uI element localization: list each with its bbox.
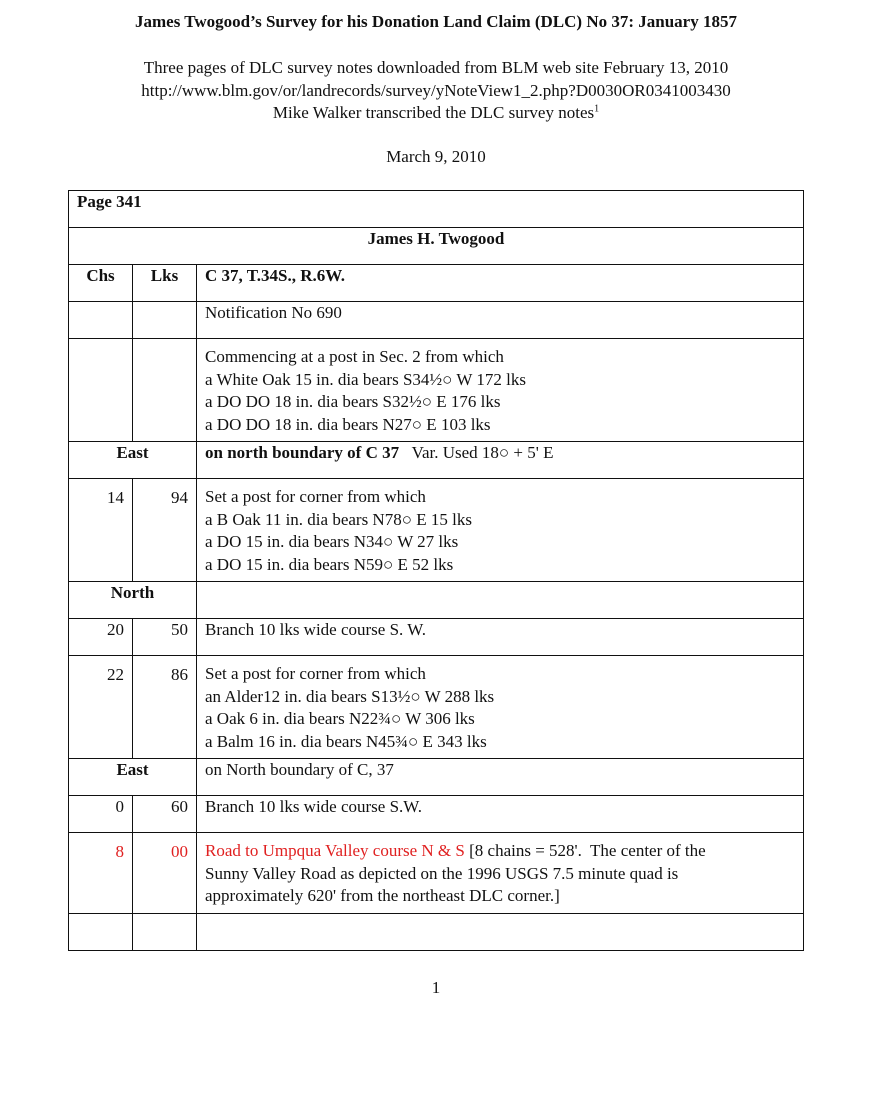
document-date: March 9, 2010 [386, 147, 486, 166]
direction-cell: North [69, 582, 197, 619]
note-line: a White Oak 15 in. dia bears S34½○ W 172 lks [205, 369, 526, 389]
note-line [205, 840, 795, 863]
lks-cell [133, 914, 197, 951]
survey-notes-table [68, 190, 804, 951]
intro-line-1: Three pages of DLC survey notes downloaded from BLM web site February 13, 2010 [143, 58, 729, 77]
road-note-red: Road to Umpqua Valley course N & S [205, 841, 465, 860]
lks-cell: 86 [133, 656, 197, 759]
road-note-text: [8 chains = 528'. The center of the [464, 841, 706, 860]
chs-cell: 0 [69, 796, 133, 833]
direction-cell: East [69, 442, 197, 479]
table-row [69, 339, 804, 442]
note-line: Set a post for corner from which [205, 487, 426, 506]
note-line: Sunny Valley Road as depicted on the 1996 USGS 7.5 minute quad is [205, 863, 679, 883]
lks-cell: 94 [133, 479, 197, 582]
table-row [69, 442, 804, 479]
chs-cell: 14 [69, 479, 133, 582]
note-line: a DO DO 18 in. dia bears N27○ E 103 lks [205, 414, 491, 434]
chs-cell: 8 [69, 833, 133, 914]
variation-note: Var. Used 18○ + 5' E [399, 443, 554, 462]
claimant-name: James H. Twogood [69, 228, 804, 265]
transcriber-line [0, 103, 872, 123]
table-row [69, 479, 804, 582]
chs-cell: 20 [69, 619, 133, 656]
claim-location: C 37, T.34S., R.6W. [197, 265, 804, 302]
note-line: Set a post for corner from which [205, 664, 426, 683]
table-row [69, 191, 804, 228]
note-text: Branch 10 lks wide course S. W. [197, 619, 804, 656]
direction-note: on North boundary of C, 37 [197, 759, 804, 796]
transcriber-text: Mike Walker transcribed the DLC survey notes [272, 103, 595, 122]
col-header-chs: Chs [69, 265, 133, 302]
table-row [69, 228, 804, 265]
footnote-mark: 1 [594, 103, 600, 115]
corner-notes [197, 656, 804, 759]
road-note [197, 833, 804, 914]
note-line: approximately 620' from the northeast DLC corner.] [205, 886, 560, 905]
direction-note [197, 442, 804, 479]
note-line: Commencing at a post in Sec. 2 from which [205, 347, 504, 366]
table-row [69, 656, 804, 759]
page-label: Page 341 [69, 191, 804, 228]
lks-cell: 60 [133, 796, 197, 833]
table-row [69, 619, 804, 656]
lks-cell [133, 339, 197, 442]
lks-cell: 50 [133, 619, 197, 656]
corner-notes [197, 479, 804, 582]
table-header-row [69, 265, 804, 302]
table-row [69, 582, 804, 619]
note-text: Branch 10 lks wide course S.W. [197, 796, 804, 833]
lks-cell [133, 302, 197, 339]
col-header-lks: Lks [133, 265, 197, 302]
document-title: James Twogood’s Survey for his Donation Land Claim (DLC) No 37: January 1857 [135, 12, 737, 31]
commencing-notes [197, 339, 804, 442]
page-number: 1 [431, 978, 441, 997]
chs-cell: 22 [69, 656, 133, 759]
table-row [69, 302, 804, 339]
note-line: a DO DO 18 in. dia bears S32½○ E 176 lks [205, 392, 501, 411]
source-url: http://www.blm.gov/or/landrecords/survey/yNoteView1_2.php?D0030OR0341003430 [141, 81, 731, 100]
table-row [69, 833, 804, 914]
chs-cell [69, 914, 133, 951]
note-line: a DO 15 in. dia bears N59○ E 52 lks [205, 554, 454, 574]
note-line: a DO 15 in. dia bears N34○ W 27 lks [205, 532, 459, 551]
direction-note [197, 582, 804, 619]
notification-cell: Notification No 690 [197, 302, 804, 339]
chs-cell [69, 302, 133, 339]
note-line: a Oak 6 in. dia bears N22¾○ W 306 lks [205, 709, 475, 728]
lks-cell: 00 [133, 833, 197, 914]
note-line: an Alder12 in. dia bears S13½○ W 288 lks [205, 686, 495, 706]
chs-cell [69, 339, 133, 442]
table-row [69, 914, 804, 951]
note-line: a Balm 16 in. dia bears N45¾○ E 343 lks [205, 731, 487, 751]
table-row [69, 759, 804, 796]
direction-cell: East [69, 759, 197, 796]
note-text [197, 914, 804, 951]
table-row [69, 796, 804, 833]
note-line: a B Oak 11 in. dia bears N78○ E 15 lks [205, 509, 472, 529]
direction-note-bold: on north boundary of C 37 [205, 443, 400, 462]
